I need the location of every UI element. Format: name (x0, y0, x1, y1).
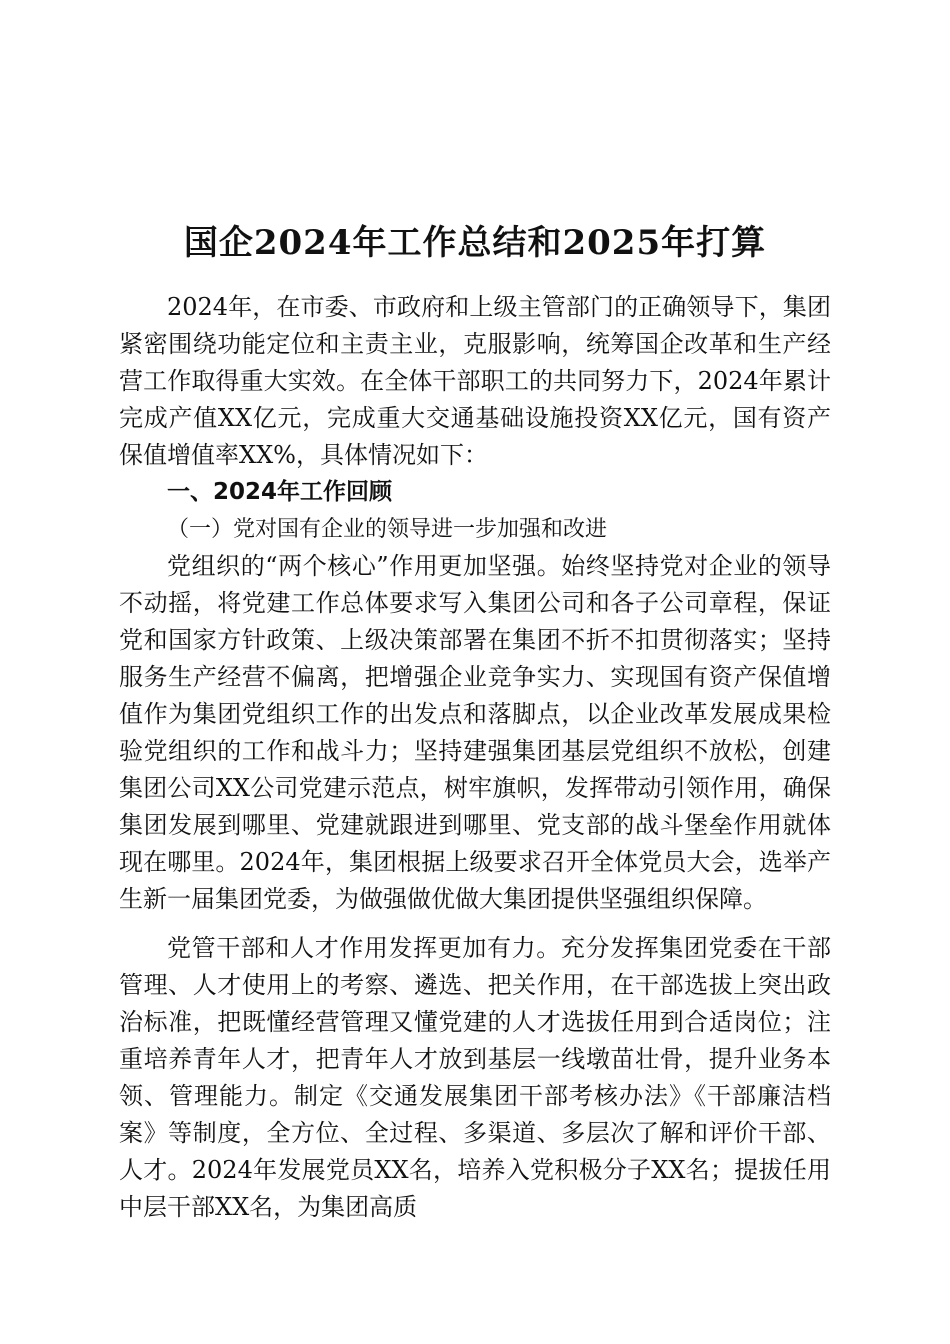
paragraph-party-core-role: 党组织的“两个核心”作用更加坚强。始终坚持党对企业的领导不动摇，将党建工作总体要求写入集团公司和各子公司章程，保证党和国家方针政策、上级决策部署在集团不折不扣贯彻落实；坚持服务生产经营不偏离，把增强企业竞争实力、实现国有资产保值增值作为集团党组织工作的出发点和落脚点，以企业改革发展成果检验党组织的工作和战斗力；坚持建强集团基层党组织不放松，创建集团公司XX公司党建示范点，树牢旗帜，发挥带动引领作用，确保集团发展到哪里、党建就跟进到哪里、党支部的战斗堡垒作用就体现在哪里。2024年，集团根据上级要求召开全体党员大会，选举产生新一届集团党委，为做强做优做大集团提供坚强组织保障。 (119, 552, 831, 913)
paragraph-cadre-talent: 党管干部和人才作用发挥更加有力。充分发挥集团党委在干部管理、人才使用上的考察、遴选、把关作用，在干部选拔上突出政治标准，把既懂经营管理又懂党建的人才选拔任用到合适岗位；注重培养青年人才，把青年人才放到基层一线墩苗壮骨，提升业务本领、管理能力。制定《交通发展集团干部考核办法》《干部廉洁档案》等制度，全方位、全过程、多渠道、多层次了解和评价干部、人才。2024年发展党员XX名，培养入党积极分子XX名；提拔任用中层干部XX名，为集团高质 (119, 934, 831, 1221)
intro-paragraph: 2024年，在市委、市政府和上级主管部门的正确领导下，集团紧密围绕功能定位和主责主业，克服影响，统筹国企改革和生产经营工作取得重大实效。在全体干部职工的共同努力下，2024年累计完成产值XX亿元，完成重大交通基础设施投资XX亿元，国有资产保值增值率XX%，具体情况如下： (119, 293, 831, 469)
section-heading-review: 一、2024年工作回顾 (167, 479, 393, 505)
document-title: 国企2024年工作总结和2025年打算 (183, 222, 767, 263)
subsection-heading-party-leadership: （一）党对国有企业的领导进一步加强和改进 (167, 517, 608, 542)
document-body (119, 289, 831, 1226)
